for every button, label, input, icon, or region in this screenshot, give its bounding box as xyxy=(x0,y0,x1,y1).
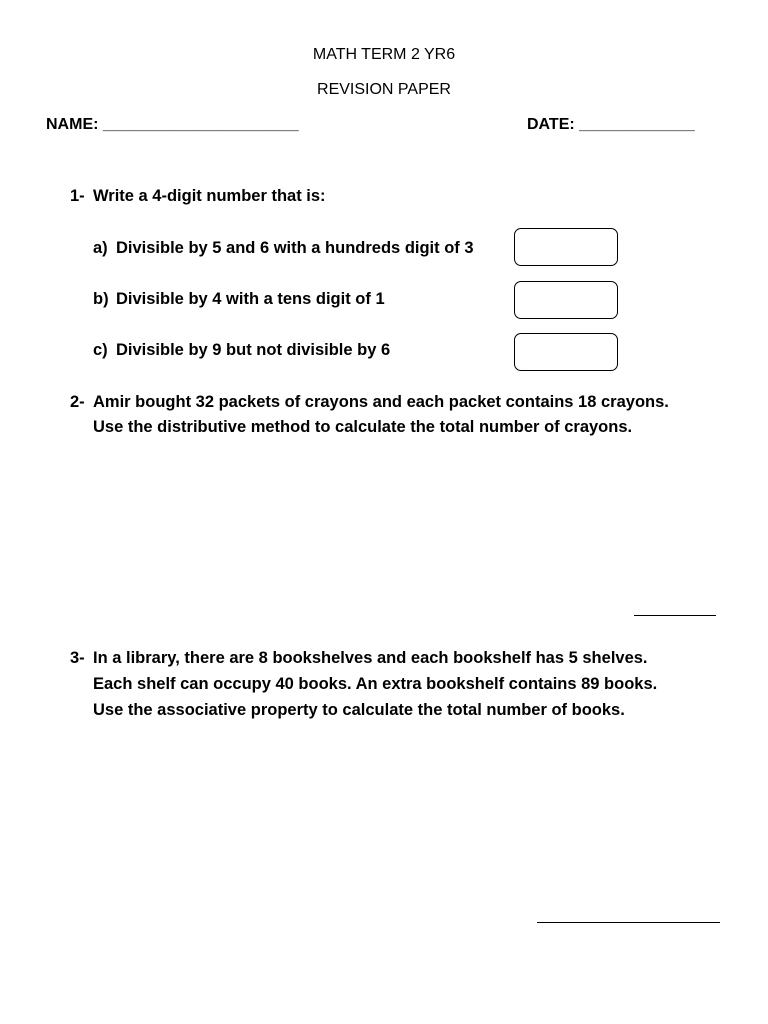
question-3-line-3: Use the associative property to calculate the total number of books. xyxy=(93,701,625,719)
paper-subtitle: REVISION PAPER xyxy=(317,81,451,98)
question-1-text: Write a 4-digit number that is: xyxy=(93,187,326,205)
question-1c-text: Divisible by 9 but not divisible by 6 xyxy=(116,341,391,359)
question-2-number: 2- xyxy=(70,393,85,411)
question-3-line-2: Each shelf can occupy 40 books. An extra bookshelf contains 89 books. xyxy=(93,675,658,693)
question-2-line-1: Amir bought 32 packets of crayons and each packet contains 18 crayons. xyxy=(93,393,669,411)
question-2-line-2: Use the distributive method to calculate the total number of crayons. xyxy=(93,418,633,436)
question-3-line-1: In a library, there are 8 bookshelves and each bookshelf has 5 shelves. xyxy=(93,649,648,667)
question-3-number: 3- xyxy=(70,649,85,667)
paper-title: MATH TERM 2 YR6 xyxy=(312,46,456,63)
question-1a-text: Divisible by 5 and 6 with a hundreds digit of 3 xyxy=(116,239,474,257)
answer-box-1b[interactable] xyxy=(514,281,618,319)
question-1-number: 1- xyxy=(70,187,85,205)
question-1b-label: b) xyxy=(93,290,109,308)
question-1a-label: a) xyxy=(93,239,108,257)
name-field-label: NAME: ______________________ xyxy=(46,116,299,133)
question-1b-text: Divisible by 4 with a tens digit of 1 xyxy=(116,290,385,308)
answer-line-3[interactable] xyxy=(537,922,720,923)
question-1c-label: c) xyxy=(93,341,108,359)
answer-line-2[interactable] xyxy=(634,615,716,616)
answer-box-1c[interactable] xyxy=(514,333,618,371)
answer-box-1a[interactable] xyxy=(514,228,618,266)
date-field-label: DATE: _____________ xyxy=(527,116,695,133)
